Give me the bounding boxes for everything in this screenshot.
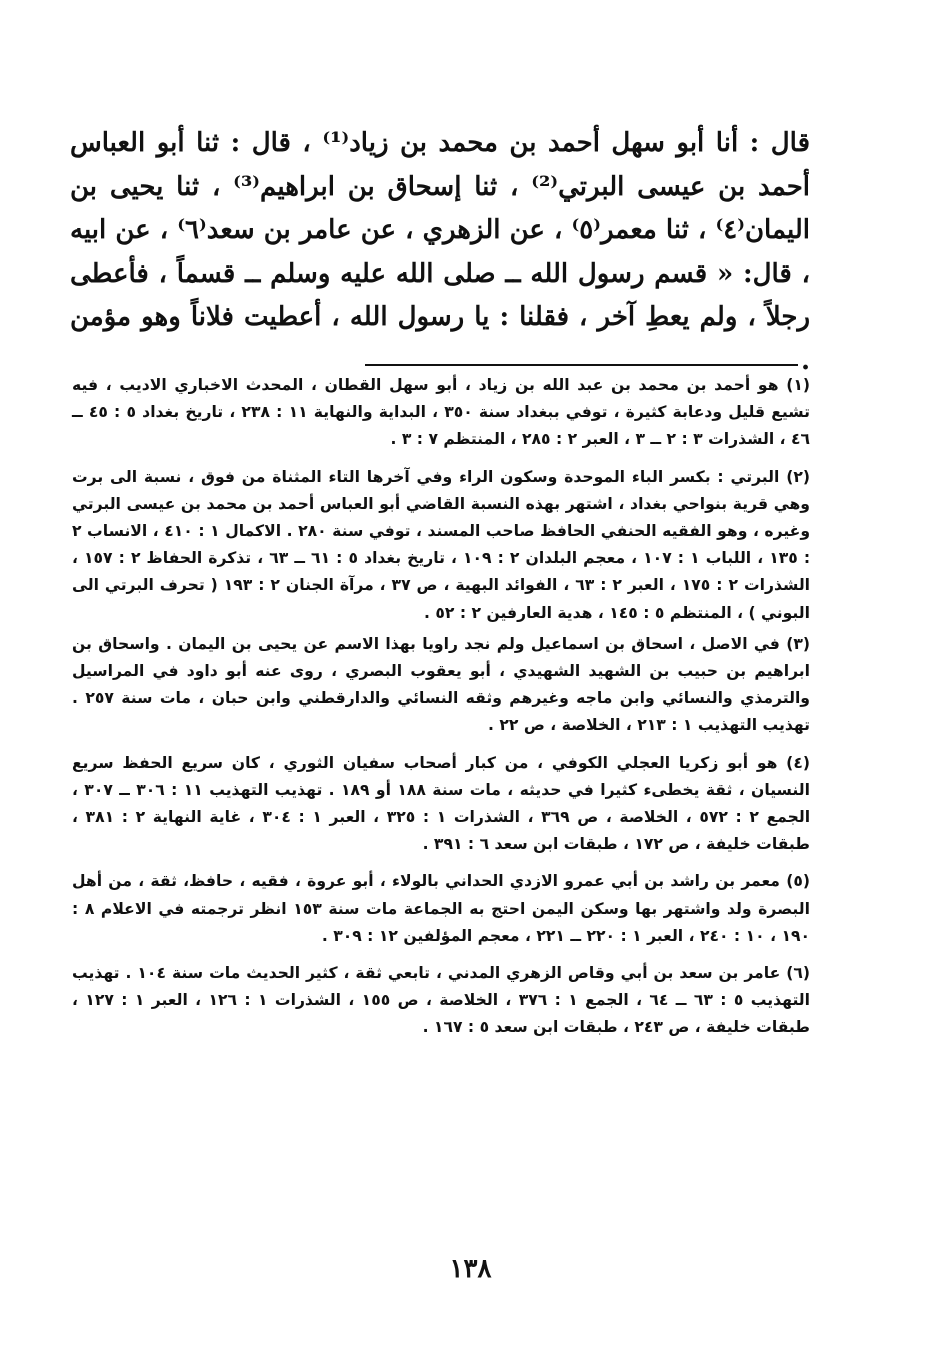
hadith-main-text xyxy=(70,122,810,383)
footnote-5: (٥) معمر بن راشد بن أبي عمرو الازدي الحداني بالولاء ، أبو عروة ، فقيه ، حافظ، ثقة ، من أهل البصرة ولد واشتهر بها وسكن اليمن احتج به الجماعة مات سنة ١٥٣ انظر ترجمته في الاعلام ٨ : ١٩٠ ، ١٠ : ٢٤٠ ، العبر ١ : ٢٢٠ ــ ٢٢١ ، معجم المؤلفين ١٢ : ٣٠٩ . xyxy=(72,872,810,945)
footnote-6: (٦) عامر بن سعد بن أبي وقاص الزهري المدني ، تابعي ثقة ، كثير الحديث مات سنة ١٠٤ . تهذيب التهذيب ٥ : ٦٣ ــ ٦٤ ، الجمع ١ : ٣٧٦ ، الخلاصة ، ص ١٥٥ ، الشذرات ١ : ١٢٦ ، العبر ١ : ١٢٧ ، طبقات خليفة ، ص ٢٤٣ ، طبقات ابن سعد ٥ : ١٦٧ . xyxy=(72,964,811,1037)
footnote-divider xyxy=(365,364,798,366)
page-number: ١٣٨ xyxy=(449,1254,492,1284)
footnote-3: (٣) في الاصل ، اسحاق بن اسماعيل ولم نجد راويا بهذا الاسم عن يحيى بن اليمان . واسحاق بن ابراهيم بن حبيب بن الشهيد الشهيدي ، أبو يعقوب البصري ، روى عنه أبو داود في المراسيل والترمذي والنسائي وابن ماجه وغيرهم وثقه النسائي والدارقطني وابن حبان ، مات سنة ٢٥٧ . تهذيب التهذيب ١ : ٢١٣ ، الخلاصة ، ص ٢٢ . xyxy=(72,634,810,735)
hadith-paragraph: قال : أنا أبو سهل أحمد بن محمد بن زياد⁽¹⁾ ، قال : ثنا أبو العباس أحمد بن عيسى البرتي⁽²⁾ ، ثنا إسحاق بن ابراهيم⁽³⁾ ، ثنا يحيى بن اليمان⁽٤⁾ ، ثنا معمر⁽٥⁾ ، عن الزهري ، عن عامر بن سعد⁽٦⁾ ، عن ابيه ، قال: « قسم رسول الله ــ صلى الله عليه وسلم ــ قسماً ، فأعطى رجلاً ، ولم يعطِ آخر ، فقلنا : يا رسول الله ، أعطيت فلاناً وهو مؤمن . xyxy=(70,128,811,376)
footnotes-section xyxy=(72,372,810,1042)
footnote-1: (١) هو أحمد بن محمد بن عبد الله بن زياد ، أبو سهل القطان ، المحدث الاخباري الاديب ، فيه تشيع قليل ودعابة كثيرة ، توفي ببغداد سنة ٣٥٠ ، البداية والنهاية ١١ : ٢٣٨ ، تاريخ بغداد ٥ : ٤٥ ــ ٤٦ ، الشذرات ٣ : ٢ ــ ٣ ، العبر ٢ : ٢٨٥ ، المنتظم ٧ : ٣ . xyxy=(72,376,811,449)
footnote-4: (٤) هو أبو زكريا العجلي الكوفي ، من كبار أصحاب سفيان الثوري ، كان سريع الحفظ سريع النسيان ، ثقة يخطىء كثيرا في حديثه ، مات سنة ١٨٨ أو ١٨٩ . تهذيب التهذيب ١١ : ٣٠٦ ــ ٣٠٧ ، الجمع ٢ : ٥٧٢ ، الخلاصة ، ص ٣٦٩ ، الشذرات ١ : ٣٢٥ ، العبر ١ : ٣٠٤ ، غاية النهاية ٢ : ٣٨١ ، طبقات خليفة ، ص ١٧٢ ، طبقات ابن سعد ٦ : ٣٩١ . xyxy=(72,753,811,854)
footnote-2: (٢) البرتي : بكسر الباء الموحدة وسكون الراء وفي آخرها التاء المثناة من فوق ، نسبة الى برت وهي قرية بنواحي بغداد ، اشتهر بهذه النسبة القاضي أبو العباس أحمد بن محمد بن عيسى البرتي وغيره ، وهو الفقيه الحنفي الحافظ صاحب المسند ، توفي سنة ٢٨٠ . الاكمال ١ : ٤١٠ ، الانساب ٢ : ١٣٥ ، اللباب ١ : ١٠٧ ، معجم البلدان ٢ : ١٠٩ ، تاريخ بغداد ٥ : ٦١ ــ ٦٣ ، تذكرة الحفاظ ٢ : ١٥٧ ، الشذرات ٢ : ١٧٥ ، العبر ٢ : ٦٣ ، الفوائد البهية ، ص ٣٧ ، مرآة الجنان ٢ : ١٩٣ ( تحرف البرتي الى البوني ) ، المنتظم ٥ : ١٤٥ ، هدية العارفين ٢ : ٥٢ . xyxy=(72,467,811,622)
